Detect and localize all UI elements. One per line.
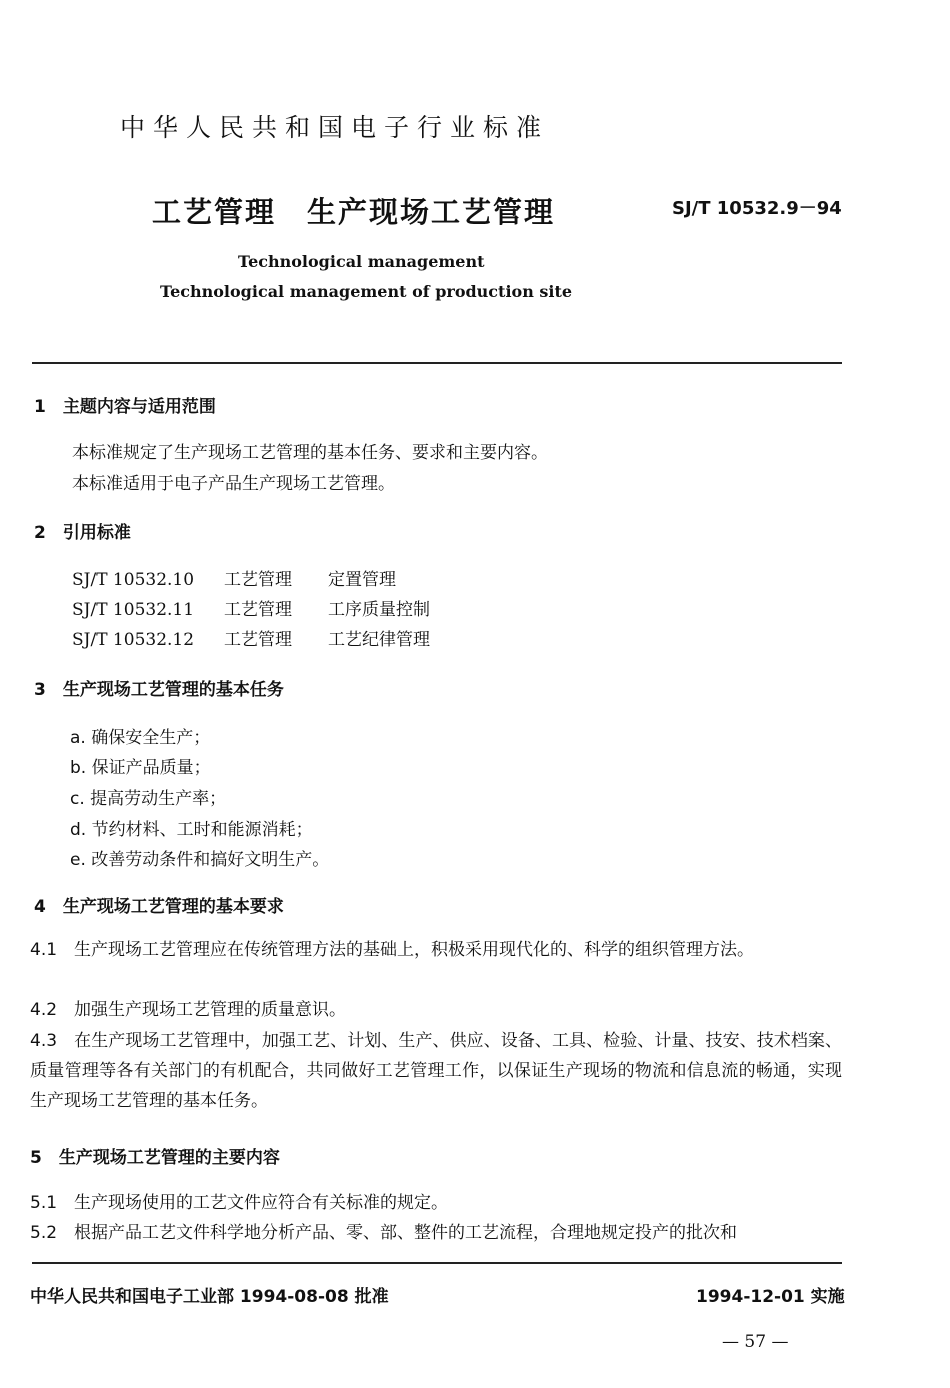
reference-subtitle: 工序质量控制	[328, 600, 430, 620]
list-item: a. 确保安全生产；	[70, 728, 211, 748]
english-title-line-1: Technological management	[238, 252, 485, 271]
section-2-heading: 2 引用标准	[34, 523, 131, 543]
section-1-paragraph-1: 本标准规定了生产现场工艺管理的基本任务、要求和主要内容。	[72, 443, 548, 463]
reference-name: 工艺管理	[224, 600, 292, 620]
effective-date: 1994-12-01 实施	[696, 1287, 845, 1307]
reference-code: SJ/T 10532.11	[72, 600, 195, 620]
reference-name: 工艺管理	[224, 630, 292, 650]
section-5-heading: 5 生产现场工艺管理的主要内容	[30, 1148, 280, 1168]
list-item: b. 保证产品质量；	[70, 758, 211, 778]
clause-4-3: 4.3 在生产现场工艺管理中，加强工艺、计划、生产、供应、设备、工具、检验、计量、技安、技术档案、质量管理等各有关部门的有机配合，共同做好工艺管理工作，以保证生产现场的物流和信息流的畅通，实现生产现场工艺管理的基本任务。	[30, 1031, 842, 1111]
english-title-line-2: Technological management of production site	[160, 282, 573, 301]
section-1-paragraph-2: 本标准适用于电子产品生产现场工艺管理。	[72, 474, 395, 494]
list-item: c. 提高劳动生产率；	[70, 789, 227, 809]
reference-row	[72, 625, 430, 650]
reference-subtitle: 工艺纪律管理	[328, 630, 430, 650]
reference-subtitle: 定置管理	[328, 570, 396, 590]
list-item: e. 改善劳动条件和搞好文明生产。	[70, 850, 330, 870]
section-3-heading: 3 生产现场工艺管理的基本任务	[34, 680, 284, 700]
standard-code: SJ/T 10532.9－94	[672, 198, 842, 219]
clause-4-1: 4.1 生产现场工艺管理应在传统管理方法的基础上，积极采用现代化的、科学的组织管理方法。	[30, 940, 755, 960]
list-item: d. 节约材料、工时和能源消耗；	[70, 820, 313, 840]
header-divider	[32, 362, 842, 364]
issuing-authority: 中华人民共和国电子行业标准	[120, 113, 550, 142]
reference-row	[72, 565, 396, 590]
section-1-heading: 1 主题内容与适用范围	[34, 397, 216, 417]
section-4-heading: 4 生产现场工艺管理的基本要求	[34, 897, 284, 917]
reference-row	[72, 595, 430, 620]
clause-5-1: 5.1 生产现场使用的工艺文件应符合有关标准的规定。	[30, 1193, 449, 1213]
clause-4-2: 4.2 加强生产现场工艺管理的质量意识。	[30, 1000, 347, 1020]
page-number: — 57 —	[722, 1332, 789, 1352]
standard-title: 工艺管理 生产现场工艺管理	[152, 195, 556, 229]
reference-name: 工艺管理	[224, 570, 292, 590]
footer-divider	[32, 1262, 842, 1264]
reference-code: SJ/T 10532.10	[72, 570, 195, 590]
reference-code: SJ/T 10532.12	[72, 630, 195, 650]
approval-note: 中华人民共和国电子工业部 1994-08-08 批准	[30, 1287, 389, 1307]
clause-5-2: 5.2 根据产品工艺文件科学地分析产品、零、部、整件的工艺流程，合理地规定投产的批次和	[30, 1223, 738, 1243]
